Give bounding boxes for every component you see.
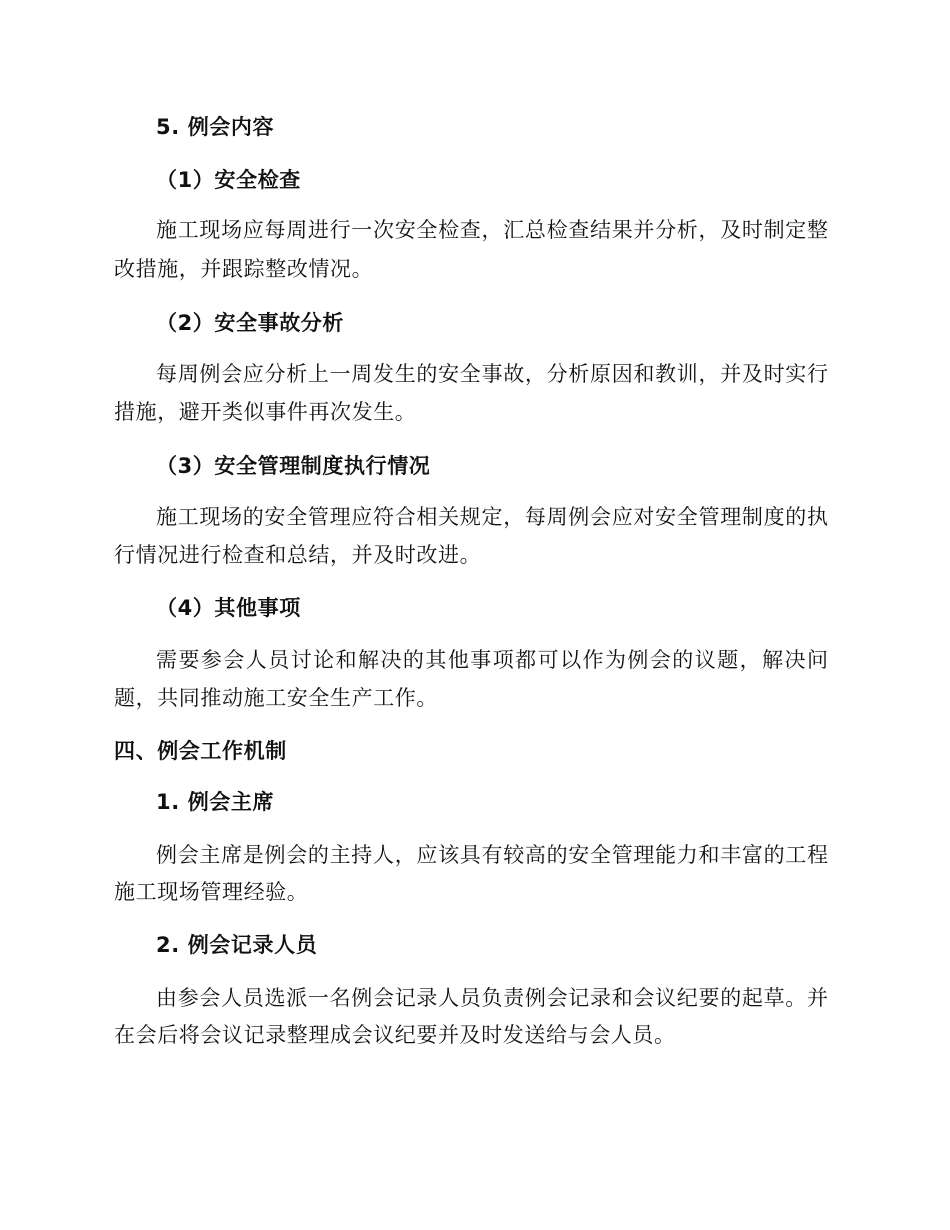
section-heading-work-mechanism: 四、例会工作机制 <box>114 739 287 763</box>
paragraph-management-system-line-1: 施工现场的安全管理应符合相关规定，每周例会应对安全管理制度的执 <box>156 505 828 529</box>
subheading-meeting-recorder: 2. 例会记录人员 <box>156 933 318 957</box>
paragraph-meeting-chair-line-2: 施工现场管理经验。 <box>114 880 309 904</box>
paragraph-meeting-recorder-line-2: 在会后将会议记录整理成会议纪要并及时发送给与会人员。 <box>114 1023 676 1047</box>
paragraph-meeting-recorder-line-1: 由参会人员选派一名例会记录人员负责例会记录和会议纪要的起草。并 <box>156 986 828 1010</box>
subheading-safety-inspection: （1）安全检查 <box>156 168 301 192</box>
subheading-accident-analysis: （2）安全事故分析 <box>156 311 345 335</box>
subheading-management-system: （3）安全管理制度执行情况 <box>156 454 431 478</box>
paragraph-other-matters-line-1: 需要参会人员讨论和解决的其他事项都可以作为例会的议题，解决问 <box>156 648 828 672</box>
paragraph-accident-analysis-line-1: 每周例会应分析上一周发生的安全事故，分析原因和教训，并及时实行 <box>156 362 828 386</box>
subheading-other-matters: （4）其他事项 <box>156 596 301 620</box>
paragraph-management-system-line-2: 行情况进行检查和总结，并及时改进。 <box>114 543 482 567</box>
paragraph-safety-inspection-line-1: 施工现场应每周进行一次安全检查，汇总检查结果并分析，及时制定整 <box>156 218 828 242</box>
subheading-meeting-chair: 1. 例会主席 <box>156 790 275 814</box>
paragraph-meeting-chair-line-1: 例会主席是例会的主持人，应该具有较高的安全管理能力和丰富的工程 <box>156 843 828 867</box>
paragraph-other-matters-line-2: 题，共同推动施工安全生产工作。 <box>114 686 438 710</box>
section-heading-meeting-content: 5. 例会内容 <box>156 115 275 139</box>
paragraph-accident-analysis-line-2: 措施，避开类似事件再次发生。 <box>114 400 417 424</box>
paragraph-safety-inspection-line-2: 改措施，并跟踪整改情况。 <box>114 257 374 281</box>
